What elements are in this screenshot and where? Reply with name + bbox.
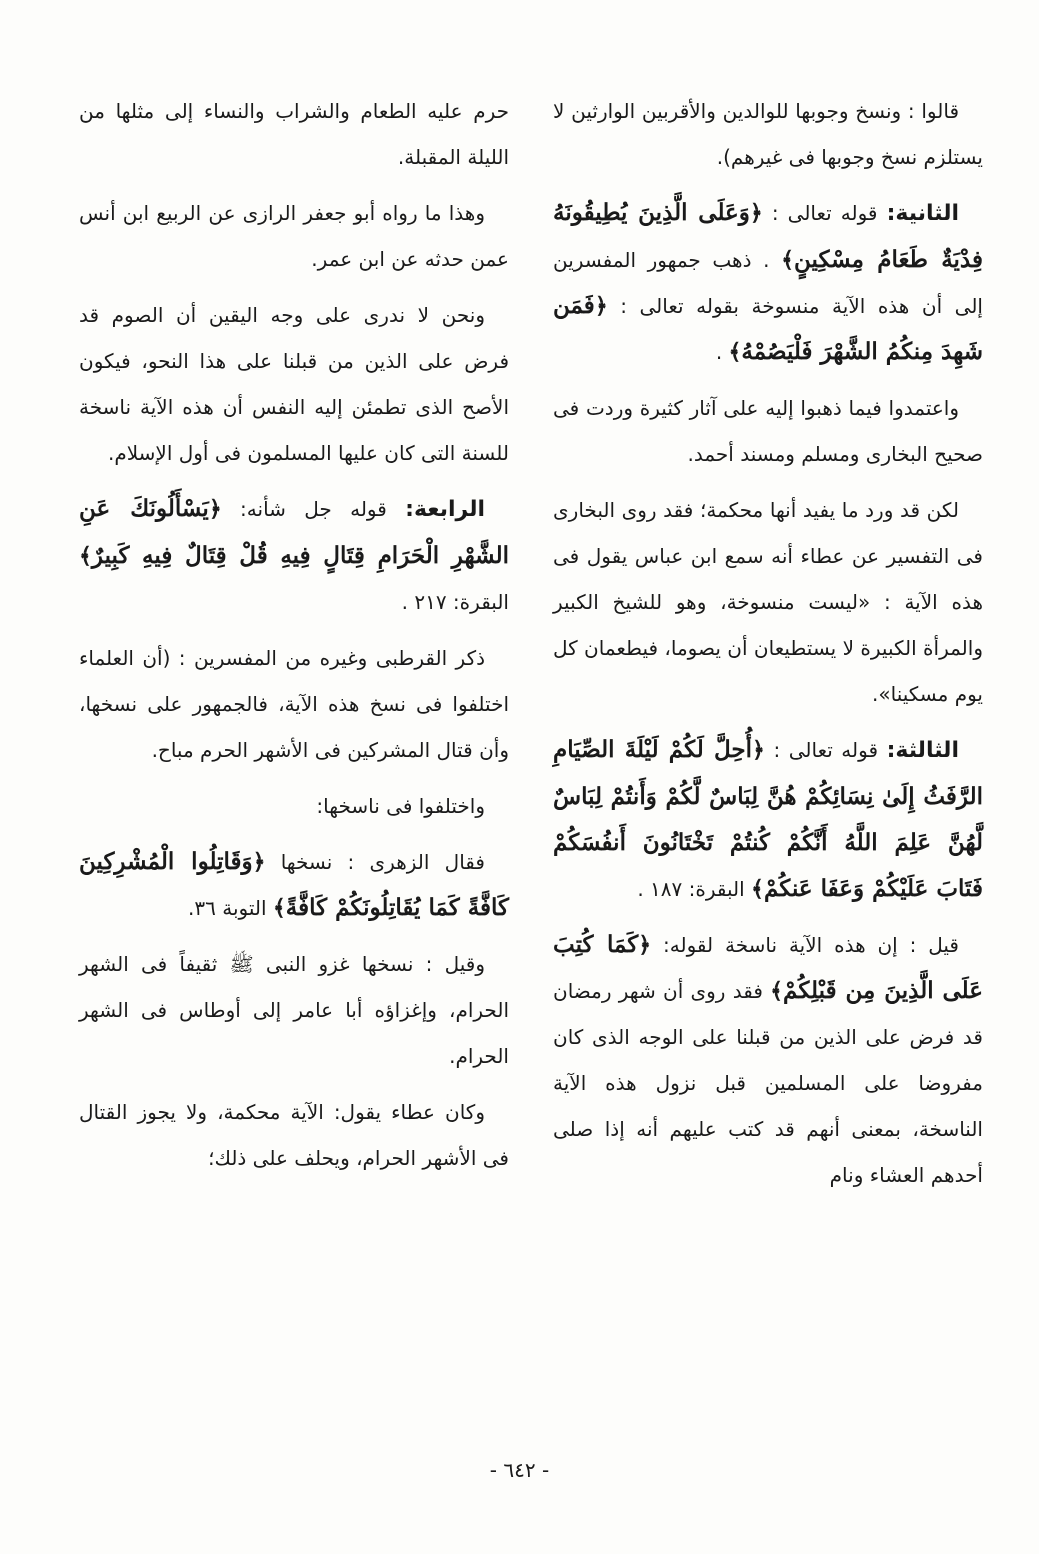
right-column xyxy=(553,88,983,1208)
paragraph-text: وهذا ما رواه أبو جعفر الرازى عن الربيع ابن أنس عمن حدثه عن ابن عمر. xyxy=(79,201,509,271)
quran-verse: وَعَلَى الَّذِينَ يُطِيقُونَهُ فِدْيَةٌ طَعَامُ مِسْكِينٍ xyxy=(553,199,983,273)
paragraph xyxy=(553,88,983,180)
paragraph-text: قيل : إن هذه الآية ناسخة لقوله: xyxy=(651,933,959,957)
verse-open-bracket: ﴿ xyxy=(638,932,652,958)
paragraph-text: فقد روى أن شهر رمضان قد فرض على الذين من قبلنا على الوجه الذى كان مفروضا على المسلمين قبل نزول هذه الآية الناسخة، بمعنى أنهم قد كتب عليهم أنه إذا صلى أحدهم العشاء ونام xyxy=(553,979,983,1187)
paragraph-text: قوله تعالى : xyxy=(762,201,887,225)
verse-open-bracket: ﴿ xyxy=(208,496,222,522)
paragraph-text: ذكر القرطبى وغيره من المفسرين : (أن العلماء اختلفوا فى نسخ هذه الآية، فالجمهور على نسخها، وأن قتال المشركين فى الأشهر الحرم مباح. xyxy=(79,646,509,762)
paragraph-text: قالوا : ونسخ وجوبها للوالدين والأقربين الوارثين لا يستلزم نسخ وجوبها فى غيرهم). xyxy=(553,99,983,169)
paragraph-text: ونحن لا ندرى على وجه اليقين أن الصوم قد فرض على الذين من قبلنا على هذا النحو، فيكون الأصح الذى تطمئن إليه النفس أن هذه الآية ناسخة للسنة التى كان عليها المسلمون فى أول الإسلام. xyxy=(79,303,509,465)
paragraph-text: قوله تعالى : xyxy=(764,738,887,762)
quran-verse: أُحِلَّ لَكُمْ لَيْلَةَ الصِّيَامِ الرَّفَثُ إِلَىٰ نِسَائِكُمْ هُنَّ لِبَاسٌ لَّكُمْ وَأَنتُمْ لِبَاسٌ لَّهُنَّ عَلِمَ اللَّهُ أَنَّكُمْ كُنتُمْ تَخْتَانُونَ أَنفُسَكُمْ فَتَابَ عَلَيْكُمْ وَعَفَا عَنكُمْ xyxy=(553,736,983,902)
paragraph xyxy=(79,783,509,829)
paragraph-text: . xyxy=(715,340,729,364)
quran-verse: يَسْأَلُونَكَ عَنِ الشَّهْرِ الْحَرَامِ قِتَالٍ فِيهِ قُلْ قِتَالٌ فِيهِ كَبِيرٌ xyxy=(79,495,509,569)
paragraph-text: حرم عليه الطعام والشراب والنساء إلى مثلها من الليلة المقبلة. xyxy=(79,99,509,169)
verse-close-bracket: ﴾ xyxy=(781,247,794,273)
verse-close-bracket: ﴾ xyxy=(728,339,742,365)
paragraph-text: فقال الزهرى : نسخها xyxy=(265,850,485,874)
paragraph xyxy=(79,1089,509,1181)
quran-verse: كَمَا كُتِبَ عَلَى الَّذِينَ مِن قَبْلِكُمْ xyxy=(553,931,983,1004)
page-number: - ٦٤٢ - xyxy=(489,1458,550,1482)
paragraph-text: وكان عطاء يقول: الآية محكمة، ولا يجوز القتال فى الأشهر الحرام، ويحلف على ذلك؛ xyxy=(79,1100,509,1170)
paragraph-text: . ذهب جمهور المفسرين إلى أن هذه الآية منسوخة بقوله تعالى : xyxy=(553,248,983,318)
left-column xyxy=(79,88,509,1191)
paragraph-text: لكن قد ورد ما يفيد أنها محكمة؛ فقد روى البخارى فى التفسير عن عطاء أنه سمع ابن عباس يقول فى هذه الآية : «ليست منسوخة، وهو للشيخ الكبير والمرأة الكبيرة لا يستطيعان أن يصوما، فيطعمان كل يوم مسكينا». xyxy=(553,498,983,706)
paragraph xyxy=(553,922,983,1198)
verse-close-bracket: ﴾ xyxy=(79,543,92,569)
verse-reference: البقرة: ١٨٧ . xyxy=(637,877,752,901)
paragraph xyxy=(79,941,509,1079)
paragraph-text: واختلفوا فى ناسخها: xyxy=(316,794,485,818)
paragraph xyxy=(553,487,983,717)
paragraph xyxy=(79,486,509,625)
paragraph xyxy=(79,292,509,476)
paragraph-text: وقيل : نسخها غزو النبى ﷺ ثقيفاً فى الشهر الحرام، وإغزاؤه أبا عامر إلى أوطاس فى الشهر الحرام. xyxy=(79,952,509,1068)
section-heading: الثالثة: xyxy=(886,738,959,763)
paragraph xyxy=(553,190,983,375)
quran-verse: وَقَاتِلُوا الْمُشْرِكِينَ كَافَّةً كَمَا يُقَاتِلُونَكُمْ كَافَّةً xyxy=(79,848,509,921)
paragraph xyxy=(553,385,983,477)
verse-reference: التوبة ٣٦. xyxy=(188,896,273,920)
verse-open-bracket: ﴿ xyxy=(752,737,765,763)
verse-close-bracket: ﴾ xyxy=(770,978,784,1004)
verse-open-bracket: ﴿ xyxy=(252,849,266,875)
paragraph xyxy=(553,727,983,912)
paragraph-text: واعتمدوا فيما ذهبوا إليه على آثار كثيرة وردت فى صحيح البخارى ومسلم ومسند أحمد. xyxy=(553,396,983,466)
paragraph xyxy=(79,190,509,282)
paragraph xyxy=(79,635,509,773)
paragraph-text: قوله جل شأنه: xyxy=(221,497,406,521)
verse-open-bracket: ﴿ xyxy=(749,200,763,226)
paragraph xyxy=(79,88,509,180)
quran-verse: فَمَن شَهِدَ مِنكُمُ الشَّهْرَ فَلْيَصُمْهُ xyxy=(553,292,983,365)
verse-close-bracket: ﴾ xyxy=(272,895,286,921)
verse-close-bracket: ﴾ xyxy=(751,876,764,902)
section-heading: الرابعة: xyxy=(405,497,486,522)
paragraph xyxy=(79,839,509,931)
verse-open-bracket: ﴿ xyxy=(594,293,608,319)
section-heading: الثانية: xyxy=(886,201,960,226)
verse-reference: البقرة: ٢١٧ . xyxy=(401,590,509,614)
